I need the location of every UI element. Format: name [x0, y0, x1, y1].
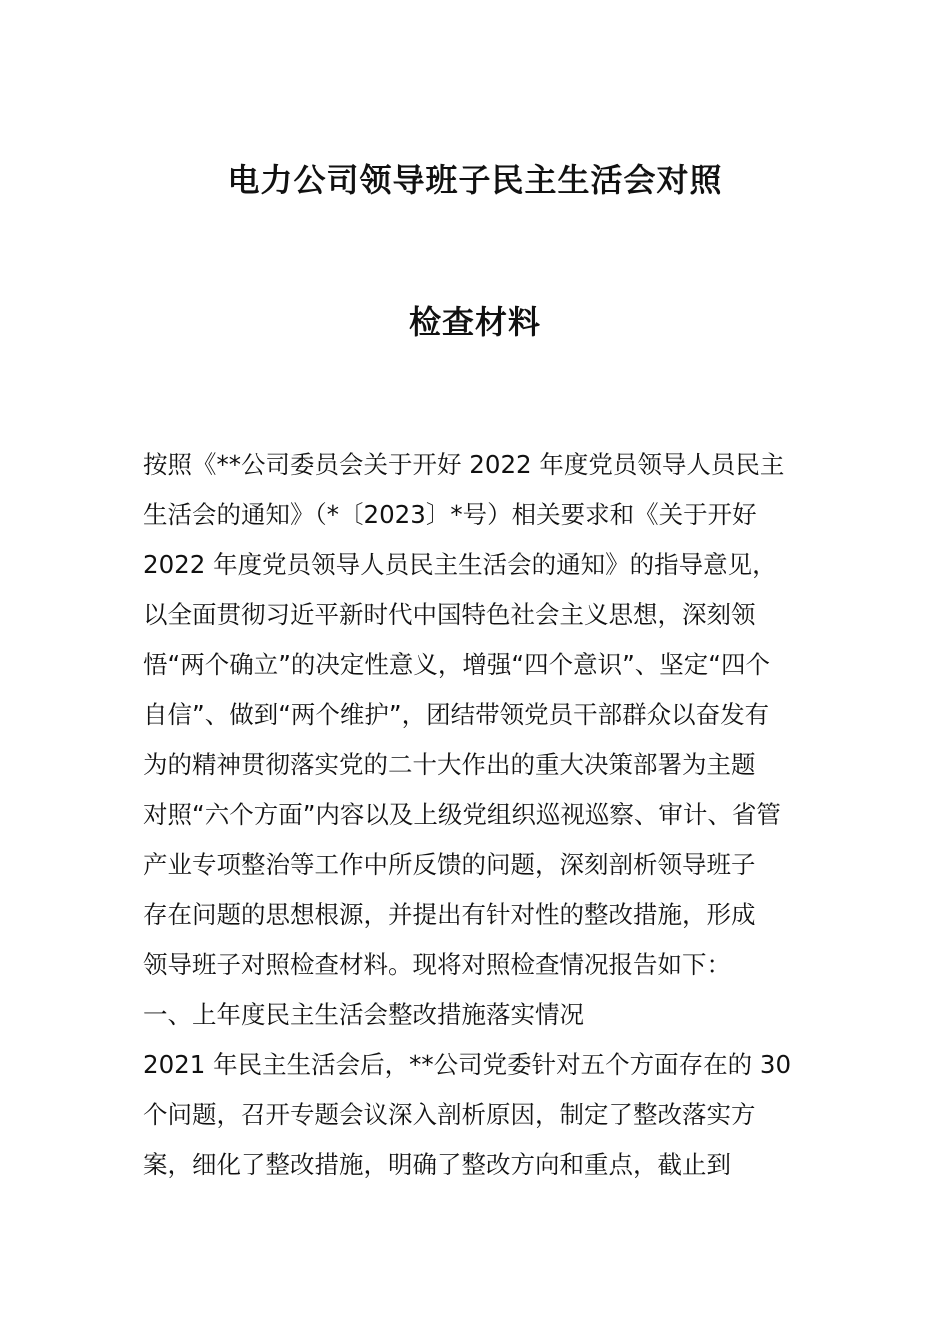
body-line: 产业专项整治等工作中所反馈的问题，深刻剖析领导班子 [143, 850, 756, 879]
document-body [143, 440, 813, 1190]
body-line: 2021 年民主生活会后，**公司党委针对五个方面存在的 30 [143, 1050, 792, 1079]
body-line: 存在问题的思想根源，并提出有针对性的整改措施，形成 [143, 900, 756, 929]
body-line: 2022 年度党员领导人员民主生活会的通知》的指导意见， [143, 550, 777, 579]
body-line: 按照《**公司委员会关于开好 2022 年度党员领导人员民主 [143, 450, 785, 479]
body-line: 生活会的通知》（*〔2023〕*号）相关要求和《关于开好 [143, 500, 757, 529]
body-line: 为的精神贯彻落实党的二十大作出的重大决策部署为主题 [143, 750, 756, 779]
body-line: 个问题，召开专题会议深入剖析原因，制定了整改落实方 [143, 1100, 756, 1129]
body-line: 对照“六个方面”内容以及上级党组织巡视巡察、审计、省管 [143, 800, 781, 829]
section-heading: 一、上年度民主生活会整改措施落实情况 [143, 1000, 584, 1029]
body-line: 悟“两个确立”的决定性意义，增强“四个意识”、坚定“四个 [143, 650, 770, 679]
body-line: 案，细化了整改措施，明确了整改方向和重点，截止到 [143, 1150, 731, 1179]
body-line: 领导班子对照检查材料。现将对照检查情况报告如下： [143, 950, 731, 979]
body-line: 自信”、做到“两个维护”，团结带领党员干部群众以奋发有 [143, 700, 770, 729]
document-title-line-2: 检查材料 [408, 303, 541, 341]
body-line: 以全面贯彻习近平新时代中国特色社会主义思想，深刻领 [143, 600, 756, 629]
document-title-line-1: 电力公司领导班子民主生活会对照 [227, 161, 723, 199]
